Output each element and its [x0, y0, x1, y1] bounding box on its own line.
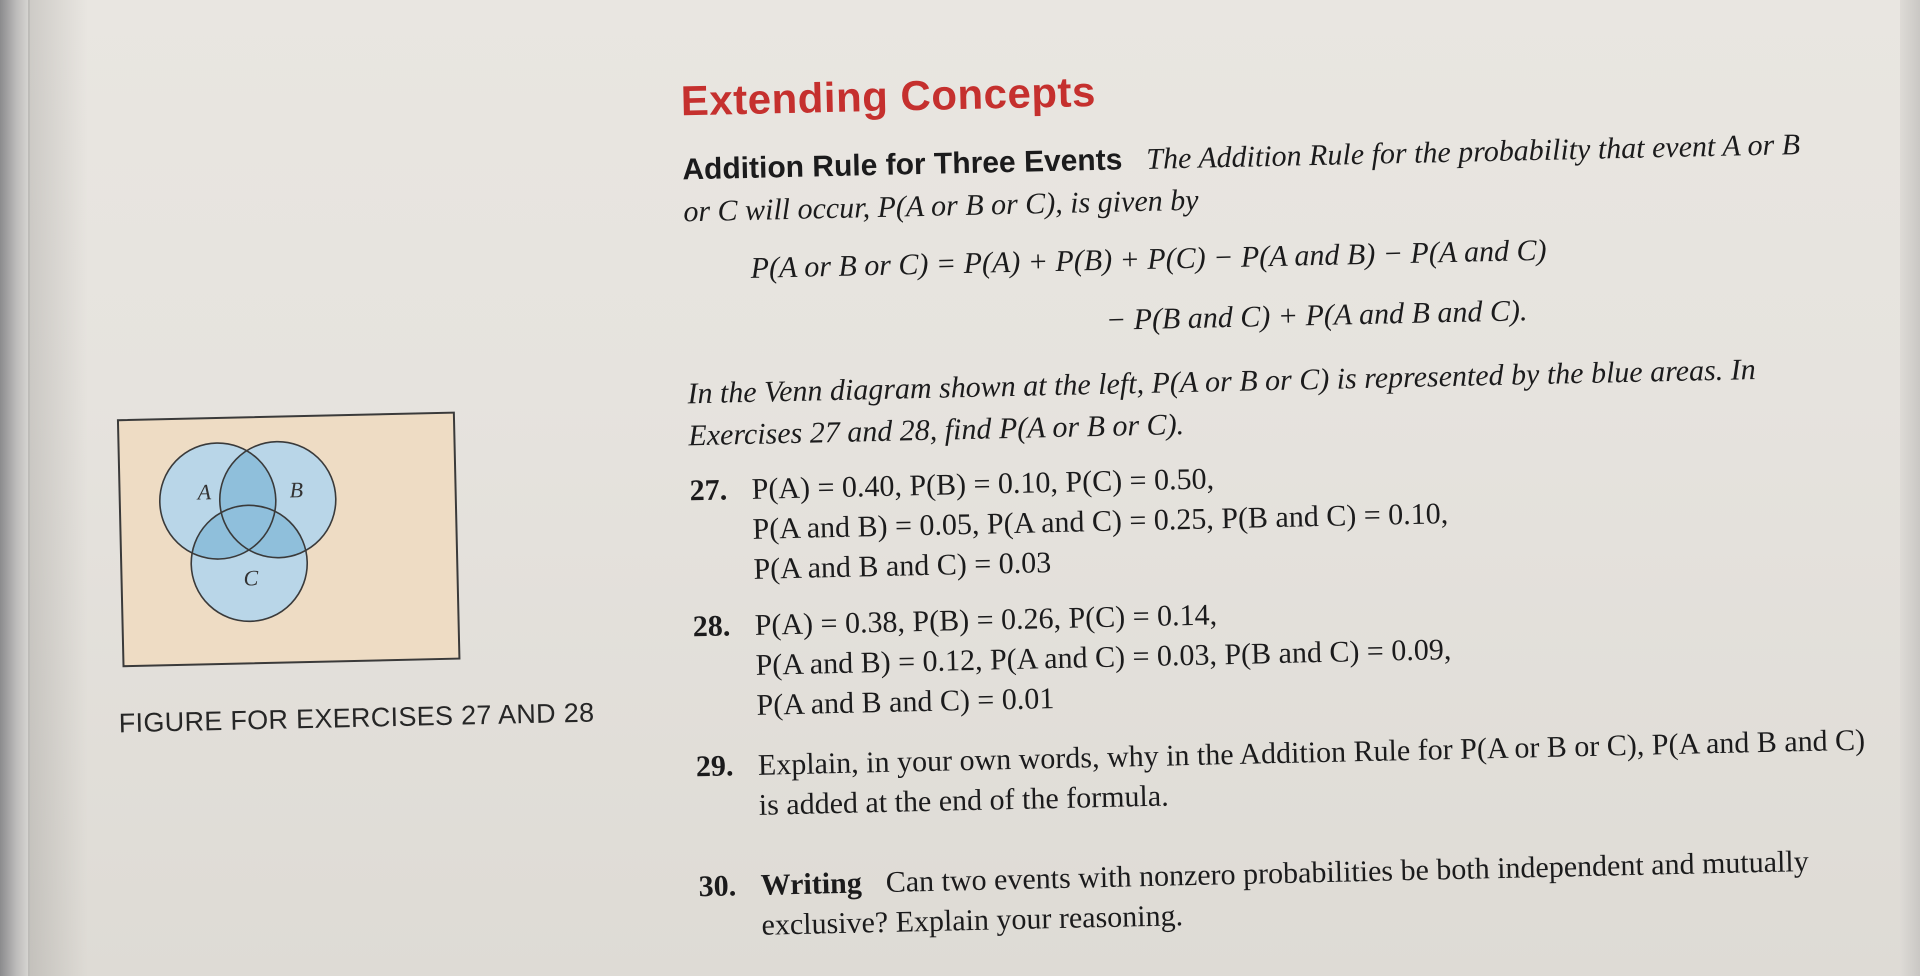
intro-bold-title: Addition Rule for Three Events	[682, 143, 1123, 187]
exercise-line: P(A and B and C) = 0.01	[756, 682, 1055, 722]
venn-label-c: C	[243, 565, 259, 591]
intro-text: The Addition Rule for the probability that event A or B or C will occur, P(A or B or C), is given by	[682, 128, 1801, 229]
section-heading: Extending Concepts	[680, 67, 1097, 125]
exercise-line: P(A) = 0.38, P(B) = 0.26, P(C) = 0.14,	[754, 598, 1218, 642]
exercise-line: P(A and B and C) = 0.03	[753, 546, 1052, 586]
exercise-number: 27.	[689, 473, 728, 508]
formula-line-2: − P(B and C) + P(A and B and C).	[1105, 294, 1528, 337]
intro-paragraph	[682, 124, 1814, 234]
exercise-body	[760, 840, 1882, 945]
figure-caption: FIGURE FOR EXERCISES 27 AND 28	[118, 697, 595, 739]
exercise-number: 29.	[695, 749, 734, 784]
exercise-text: Can two events with nonzero probabilities be both independent and mutually exclusive? Explain your reasoning.	[761, 845, 1810, 942]
formula-line-1: P(A or B or C) = P(A) + P(B) + P(C) − P(A and B) − P(A and C)	[750, 233, 1547, 285]
venn-paragraph: In the Venn diagram shown at the left, P(A or B or C) is represented by the blue areas. In Exercises 27 and 28, find P(A or B or C).	[687, 353, 1757, 453]
exercise-text: Explain, in your own words, why in the Addition Rule for P(A or B or C), P(A and B and C) is added at the end of the formula.	[757, 723, 1866, 822]
exercise-line: P(A and B) = 0.12, P(A and C) = 0.03, P(B and C) = 0.09,	[755, 633, 1452, 682]
exercise-number: 30.	[698, 869, 737, 904]
exercise-keyword: Writing	[760, 866, 863, 902]
venn-label-a: A	[197, 479, 212, 505]
venn-diagram	[116, 411, 462, 669]
exercise-number: 28.	[692, 609, 731, 644]
venn-label-b: B	[289, 477, 304, 503]
exercise-line: P(A) = 0.40, P(B) = 0.10, P(C) = 0.50,	[751, 462, 1215, 506]
venn-figure	[116, 411, 462, 669]
exercise-line: P(A and B) = 0.05, P(A and C) = 0.25, P(B and C) = 0.10,	[752, 497, 1449, 546]
